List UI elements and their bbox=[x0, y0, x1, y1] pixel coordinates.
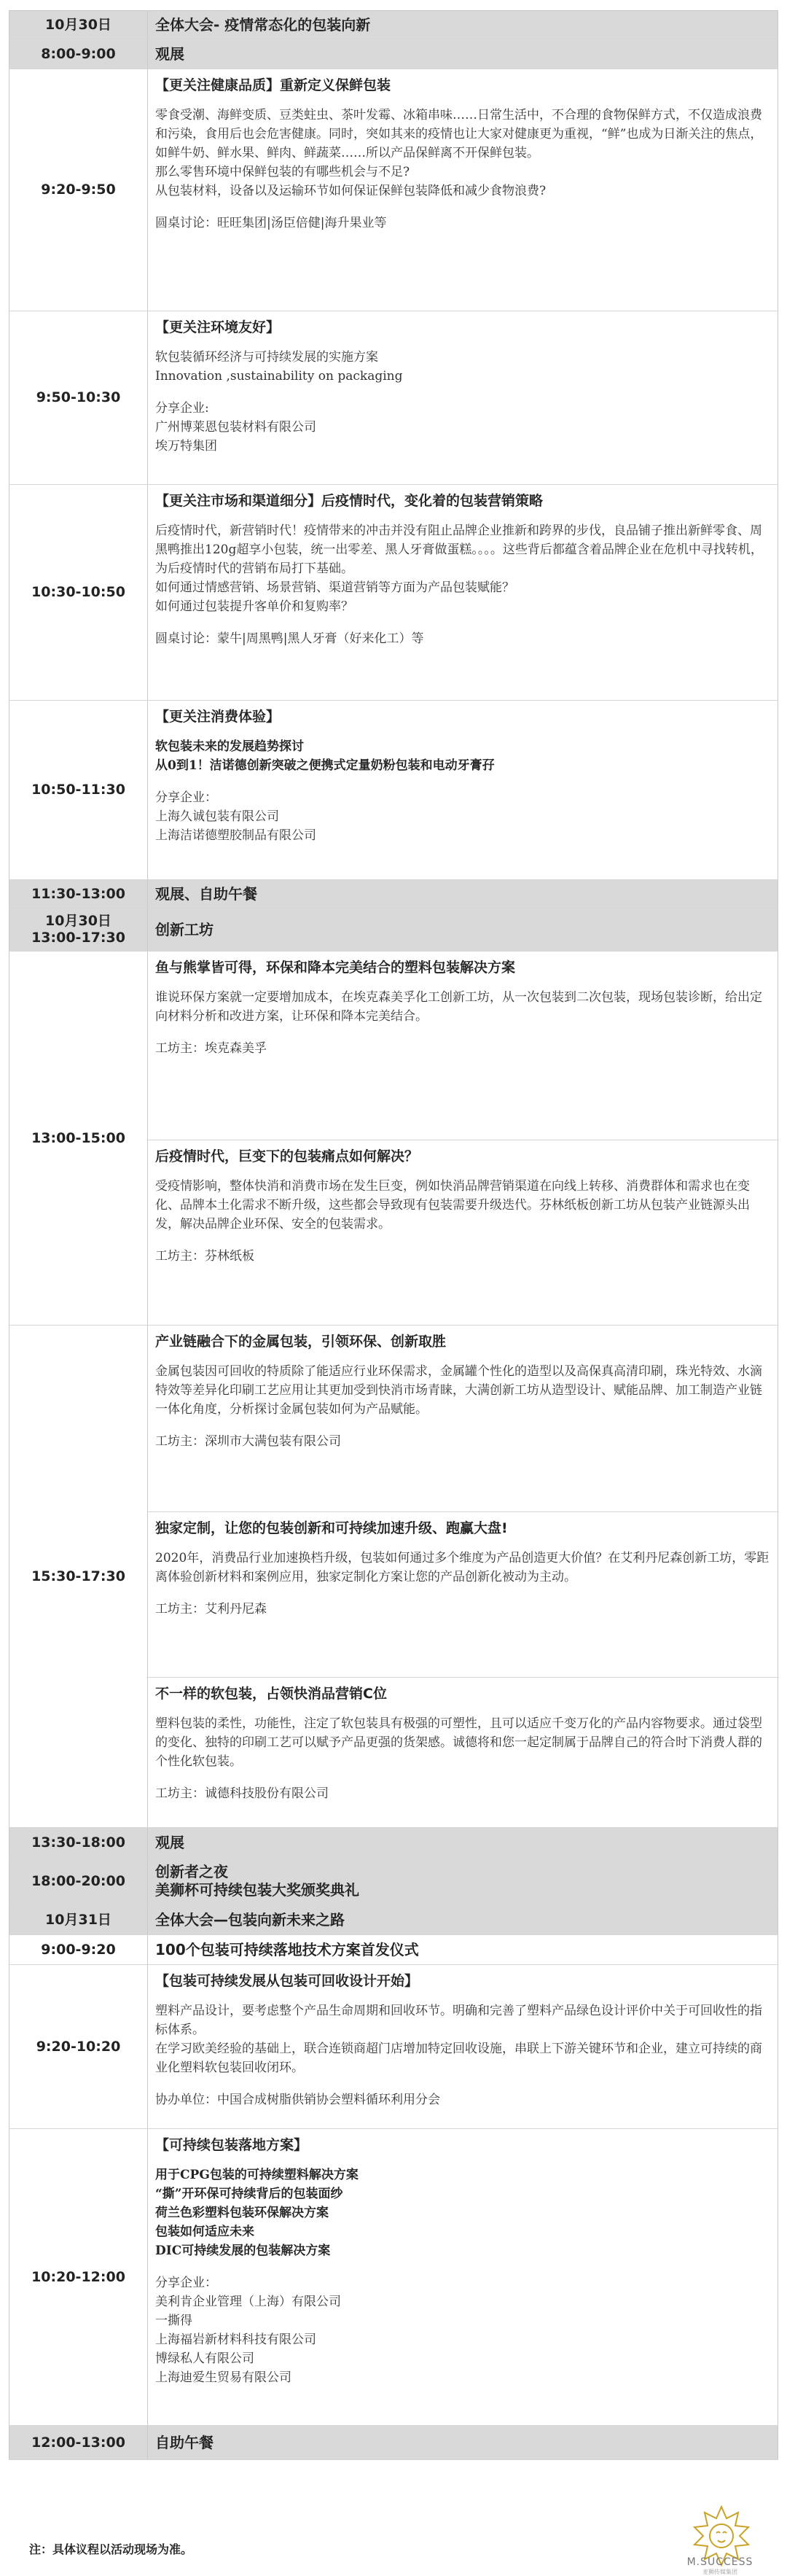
session-title: 全体大会—包装向新未来之路 bbox=[155, 1911, 345, 1929]
session-heading: 【更关注健康品质】重新定义保鲜包装 bbox=[155, 77, 391, 93]
brand-subtitle: 麦狮传媒集团 bbox=[702, 2569, 737, 2575]
session-title: 创新工坊 bbox=[155, 921, 214, 938]
time-cell: 10:50-11:30 bbox=[9, 701, 148, 879]
session-body: 零食受潮、海鲜变质、豆类蛀虫、茶叶发霉、冰箱串味……日常生活中，不合理的食物保鲜方式，不仅造成浪费和污染，食用后也会危害健康。同时，突如其来的疫情也让大家对健康更为重视，“鲜”也成为日渐关注的焦点，如鲜牛奶、鲜水果、鲜肉、鲜蔬菜……所以产品保鲜离不开保鲜包装。 那么零售环境中保鲜包装的有哪些机会与不足? 从包装材料，设备以及运输环节如何保证保鲜包装降低和减少食物浪费? bbox=[155, 108, 763, 198]
schedule-row bbox=[9, 908, 778, 952]
time-cell: 10月30日 bbox=[9, 11, 148, 39]
schedule-row bbox=[9, 1858, 778, 1905]
time-cell: 15:30-17:30 bbox=[9, 1326, 148, 1827]
schedule-row bbox=[9, 880, 778, 908]
roundtable-participants: 圆桌讨论：蒙牛|周黑鸭|黑人牙膏（好来化工）等 bbox=[155, 631, 424, 646]
schedule-row bbox=[9, 2129, 778, 2426]
time-cell: 8:00-9:00 bbox=[9, 39, 148, 69]
time-cell: 10:20-12:00 bbox=[9, 2129, 148, 2425]
session-title: 100个包装可持续落地技术方案首发仪式 bbox=[155, 1941, 419, 1958]
time-cell: 10月31日 bbox=[9, 1905, 148, 1934]
schedule-row bbox=[9, 485, 778, 701]
workshop-row bbox=[9, 1326, 778, 1828]
workshop-host: 工坊主：深圳市大满包装有限公司 bbox=[155, 1434, 341, 1449]
schedule-row bbox=[9, 701, 778, 880]
time-cell: 13:30-18:00 bbox=[9, 1828, 148, 1857]
footnote: 注：具体议程以活动现场为准。 bbox=[29, 2542, 193, 2556]
brand-name: M.SUCCESS bbox=[686, 2556, 753, 2568]
workshop-title: 后疫情时代，巨变下的包装痛点如何解决？ bbox=[155, 1148, 419, 1164]
session-heading: 【可持续包装落地方案】 bbox=[155, 2137, 308, 2153]
session-body: 后疫情时代，新营销时代！疫情带来的冲击并没有阻止品牌企业推新和跨界的步伐，良品铺子推出新鲜零食、周黑鸭推出120g超享小包装，统一出零差、黑人牙膏做蛋糕。。。。这些背后都蕴含着品牌企业在危机中寻找转机，为后疫情时代的营销布局打下基础。 如何通过情感营销、场景营销、渠道营销等方面为产品包装赋能？ 如何通过包装提升客单价和复购率？ bbox=[155, 524, 763, 614]
time-cell: 10月30日 13:00-17:30 bbox=[9, 908, 148, 951]
workshop-host: 工坊主：诚德科技股份有限公司 bbox=[155, 1786, 329, 1801]
workshop-host: 工坊主：埃克森美孚 bbox=[155, 1041, 267, 1056]
session-body: 塑料产品设计，要考虑整个产品生命周期和回收环节。明确和完善了塑料产品绿色设计评价中关于可回收性的指标体系。 在学习欧美经验的基础上，联合连锁商超门店增加特定回收设施，串联上下游关键环节和企业，建立可持续的商业化塑料软包装回收闭环。 bbox=[155, 2004, 762, 2075]
session-title: 全体大会- 疫情常态化的包装向新 bbox=[155, 16, 371, 34]
day-header-row bbox=[9, 10, 778, 39]
time-cell: 9:50-10:30 bbox=[9, 311, 148, 484]
session-title: 观展、自助午餐 bbox=[155, 885, 257, 903]
topic-line: 软包装未来的发展趋势探讨 bbox=[155, 739, 304, 754]
session-title: 创新者之夜 bbox=[155, 1863, 228, 1880]
time-cell: 9:20-9:50 bbox=[9, 69, 148, 311]
session-heading: 【更关注消费体验】 bbox=[155, 709, 281, 725]
schedule-row bbox=[9, 1828, 778, 1858]
time-cell: 12:00-13:00 bbox=[9, 2426, 148, 2459]
time-cell: 9:00-9:20 bbox=[9, 1935, 148, 1964]
topic-line: Innovation ,sustainability on packaging bbox=[155, 369, 403, 384]
session-title: 自助午餐 bbox=[155, 2434, 214, 2451]
schedule-row bbox=[9, 39, 778, 69]
workshop-body: 受疫情影响，整体快消和消费市场在发生巨变，例如快消品牌营销渠道在向线上转移、消费群体和需求也在变化、品牌本土化需求不断升级，这些都会导致现有包装需要升级迭代。芬林纸板创新工坊从包装产业链源头出发，解决品牌企业环保、安全的包装需求。 bbox=[155, 1179, 750, 1231]
schedule-row bbox=[9, 1935, 778, 1965]
schedule-row bbox=[9, 2426, 778, 2460]
time-cell: 9:20-10:20 bbox=[9, 1965, 148, 2128]
topic-line: 从0到1！洁诺德创新突破之便携式定量奶粉包装和电动牙膏孖 bbox=[155, 758, 495, 773]
workshop-title: 独家定制，让您的包装创新和可持续加速升级、跑赢大盘! bbox=[155, 1520, 508, 1536]
workshop-row bbox=[9, 952, 778, 1326]
session-heading: 【更关注环境友好】 bbox=[155, 319, 281, 335]
time-cell: 11:30-13:00 bbox=[9, 880, 148, 908]
workshop-body: 谁说环保方案就一定要增加成本，在埃克森美孚化工创新工坊，从一次包装到二次包装，现场包装诊断，给出定向材料分析和改进方案，让环保和降本完美结合。 bbox=[155, 990, 762, 1024]
session-title: 观展 bbox=[155, 45, 184, 63]
agenda-table bbox=[9, 10, 778, 2460]
topic-list: 用于CPG包装的可持续塑料解决方案 “撕”开环保可持续背后的包装面纱 荷兰色彩塑料包装环保解决方案 包装如何适应未来 DIC可持续发展的包装解决方案 bbox=[155, 2168, 359, 2258]
schedule-row bbox=[9, 1965, 778, 2129]
workshop-host: 工坊主：芬林纸板 bbox=[155, 1249, 254, 1264]
session-title: 观展 bbox=[155, 1834, 184, 1851]
workshop-title: 鱼与熊掌皆可得，环保和降本完美结合的塑料包装解决方案 bbox=[155, 960, 516, 976]
roundtable-participants: 圆桌讨论：旺旺集团|汤臣倍健|海升果业等 bbox=[155, 216, 387, 230]
schedule-row bbox=[9, 69, 778, 311]
topic-line: 软包装循环经济与可持续发展的实施方案 bbox=[155, 350, 378, 365]
workshop-host: 工坊主：艾利丹尼森 bbox=[155, 1602, 267, 1616]
workshop-body: 金属包装因可回收的特质除了能适应行业环保需求，金属罐个性化的造型以及高保真高清印刷，珠光特效、水滴特效等差异化印刷工艺应用让其更加受到快消市场青睐，大满创新工坊从造型设计、赋能品牌、加工制造产业链一体化角度，分析探讨金属包装如何为产品赋能。 bbox=[155, 1364, 762, 1417]
co-organizer: 协办单位：中国合成树脂供销协会塑料循环利用分会 bbox=[155, 2093, 440, 2107]
time-cell: 10:30-10:50 bbox=[9, 485, 148, 700]
workshop-body: 2020年，消费品行业加速换档升级，包装如何通过多个维度为产品创造更大价值？在艾利丹尼森创新工坊，零距离体验创新材料和案例应用，独家定制化方案让您的产品创新化被动为主动。 bbox=[155, 1551, 770, 1584]
sharing-companies: 分享企业： 上海久诚包装有限公司 上海洁诺德塑胶制品有限公司 bbox=[155, 790, 316, 843]
workshop-title: 不一样的软包装，占领快消品营销C位 bbox=[155, 1686, 387, 1702]
session-heading: 【更关注市场和渠道细分】后疫情时代，变化着的包装营销策略 bbox=[155, 493, 544, 509]
sharing-companies: 分享企业： 美利肯企业管理（上海）有限公司 一撕得 上海福岩新材料科技有限公司 博绿私人有限公司 上海迪爱生贸易有限公司 bbox=[155, 2276, 341, 2385]
time-cell: 18:00-20:00 bbox=[9, 1858, 148, 1904]
day-header-row bbox=[9, 1905, 778, 1935]
session-heading: 【包装可持续发展从包装可回收设计开始】 bbox=[155, 1973, 419, 1989]
workshop-body: 塑料包装的柔性，功能性，注定了软包装具有极强的可塑性，且可以适应千变万化的产品内容物要求。通过袋型的变化、独特的印刷工艺可以赋予产品更强的货架感。诚德将和您一起定制属于品牌自己的符合时下消费人群的个性化软包装。 bbox=[155, 1716, 762, 1769]
session-subtitle: 美狮杯可持续包装大奖颁奖典礼 bbox=[155, 1881, 359, 1899]
schedule-row bbox=[9, 311, 778, 485]
sharing-companies: 分享企业: 广州博莱恩包装材料有限公司 埃万特集团 bbox=[155, 401, 316, 454]
time-cell: 13:00-15:00 bbox=[9, 952, 148, 1325]
workshop-title: 产业链融合下的金属包装，引领环保、创新取胜 bbox=[155, 1334, 447, 1350]
